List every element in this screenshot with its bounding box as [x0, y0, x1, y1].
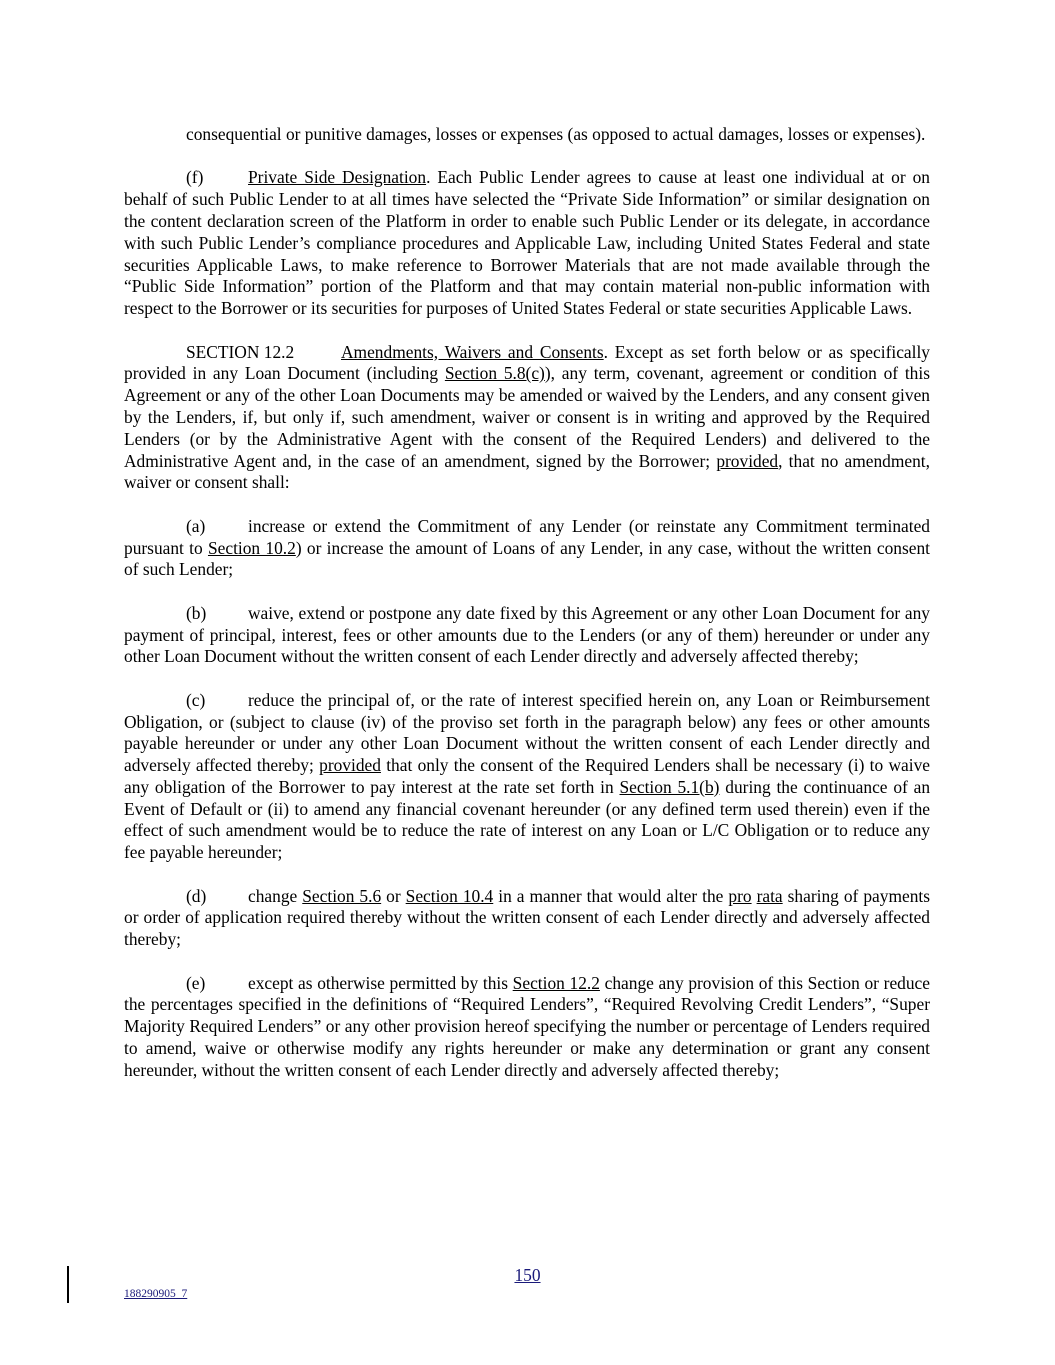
paragraph-continuation: consequential or punitive damages, losses or expenses (as opposed to actual damages, losses or expenses). — [186, 124, 926, 144]
latin-term: pro — [728, 885, 752, 906]
section-heading: Amendments, Waivers and Consents — [341, 341, 604, 362]
cross-reference: Section 5.1(b) — [619, 776, 720, 797]
document-body — [124, 124, 930, 1103]
clause-label: (e) — [186, 972, 206, 993]
defined-term: provided — [716, 450, 779, 471]
cross-reference: Section 10.2 — [207, 537, 296, 558]
clause-label: (c) — [186, 689, 206, 710]
document-id[interactable]: 188290905_7 — [124, 1288, 188, 1300]
defined-term: provided — [319, 755, 381, 776]
cross-reference: Section 5.6 — [302, 885, 382, 906]
section-12-2-amendments: SECTION 12.2 Amendments, Waivers and Consents. Except as set forth below or as specifically provided in any Loan Document (including Section 5.8(c)), any term, covenant, agreement or condition of this Agreement or any of the other Loan Documents may be amended or waived by the Lenders, and any consent given by the Lenders, if, but only if, such amendment, waiver or consent is in writing and approved by the Required Lenders (or by the Administrative Agent with the consent of the Required Lenders) and delivered to the Administrative Agent and, in the case of an amendment, signed by the Borrower; provided, that no amendment, waiver or consent shall: — [124, 341, 930, 493]
clause-c: (c) reduce the principal of, or the rate of interest specified herein on, any Loan or Reimbursement Obligation, or (subject to clause (iv) of the proviso set forth in the paragraph below) any fees or other amounts payable hereunder or under any other Loan Document without the written consent of each Lender directly and adversely affected thereby; provided that only the consent of the Required Lenders shall be necessary (i) to waive any obligation of the Borrower to pay interest at the rate set forth in Section 5.1(b) during the continuance of an Event of Default or (ii) to amend any financial covenant hereunder (or any defined term used therein) even if the effect of such amendment would be to reduce the rate of interest on any Loan or L/C Obligation or to reduce any fee payable hereunder; — [124, 689, 931, 863]
cross-reference: Section 5.8(c) — [444, 363, 545, 384]
page-number[interactable]: 150 — [514, 1265, 541, 1285]
clause-label: (f) — [186, 167, 204, 188]
clause-b: (b) waive, extend or postpone any date fixed by this Agreement or any other Loan Document for any payment of principal, interest, fees or other amounts due to the Lenders (or any of them) hereunder or under any other Loan Document without the written consent of each Lender directly and adversely affected thereby; — [124, 602, 930, 667]
clause-label: (a) — [186, 515, 206, 536]
clause-d: (d) change Section 5.6 or Section 10.4 in a manner that would alter the pro rata sharing of payments or order of application required thereby without the written consent of each Lender directly and adversely affected thereby; — [124, 885, 930, 950]
clause-label: (b) — [186, 602, 207, 623]
cross-reference: Section 12.2 — [512, 972, 600, 993]
clause-a: (a) increase or extend the Commitment of any Lender (or reinstate any Commitment terminated pursuant to Section 10.2) or increase the amount of Loans of any Lender, in any case, without the written consent of such Lender; — [124, 515, 930, 580]
cross-reference: Section 10.4 — [405, 885, 494, 906]
latin-term: rata — [756, 885, 783, 906]
clause-heading: Private Side Designation — [248, 167, 427, 188]
clause-label: (d) — [186, 885, 207, 906]
section-number: SECTION 12.2 — [186, 341, 295, 362]
clause-e: (e) except as otherwise permitted by this Section 12.2 change any provision of this Section or reduce the percentages specified in the definitions of “Required Lenders”, “Required Revolving Credit Lenders”, “Super Majority Required Lenders” or any other provision hereof specifying the number or percentage of Lenders required to amend, waive or otherwise modify any rights hereunder or make any determination or grant any consent hereunder, without the written consent of each Lender directly and adversely affected thereby; — [124, 972, 930, 1080]
paragraph-f-private-side-designation: (f) Private Side Designation. Each Public Lender agrees to cause at least one individual at or on behalf of such Public Lender to at all times have selected the “Private Side Information” or similar designation on the content declaration screen of the Platform in order to enable such Public Lender or its delegate, in accordance with such Public Lender’s compliance procedures and Applicable Law, including United States Federal and state securities Applicable Laws, to make reference to Borrower Materials that are not made available through the “Public Side Information” portion of the Platform and that may contain material non-public information with respect to the Borrower or its securities for purposes of United States Federal or state securities Applicable Laws. — [124, 167, 930, 319]
